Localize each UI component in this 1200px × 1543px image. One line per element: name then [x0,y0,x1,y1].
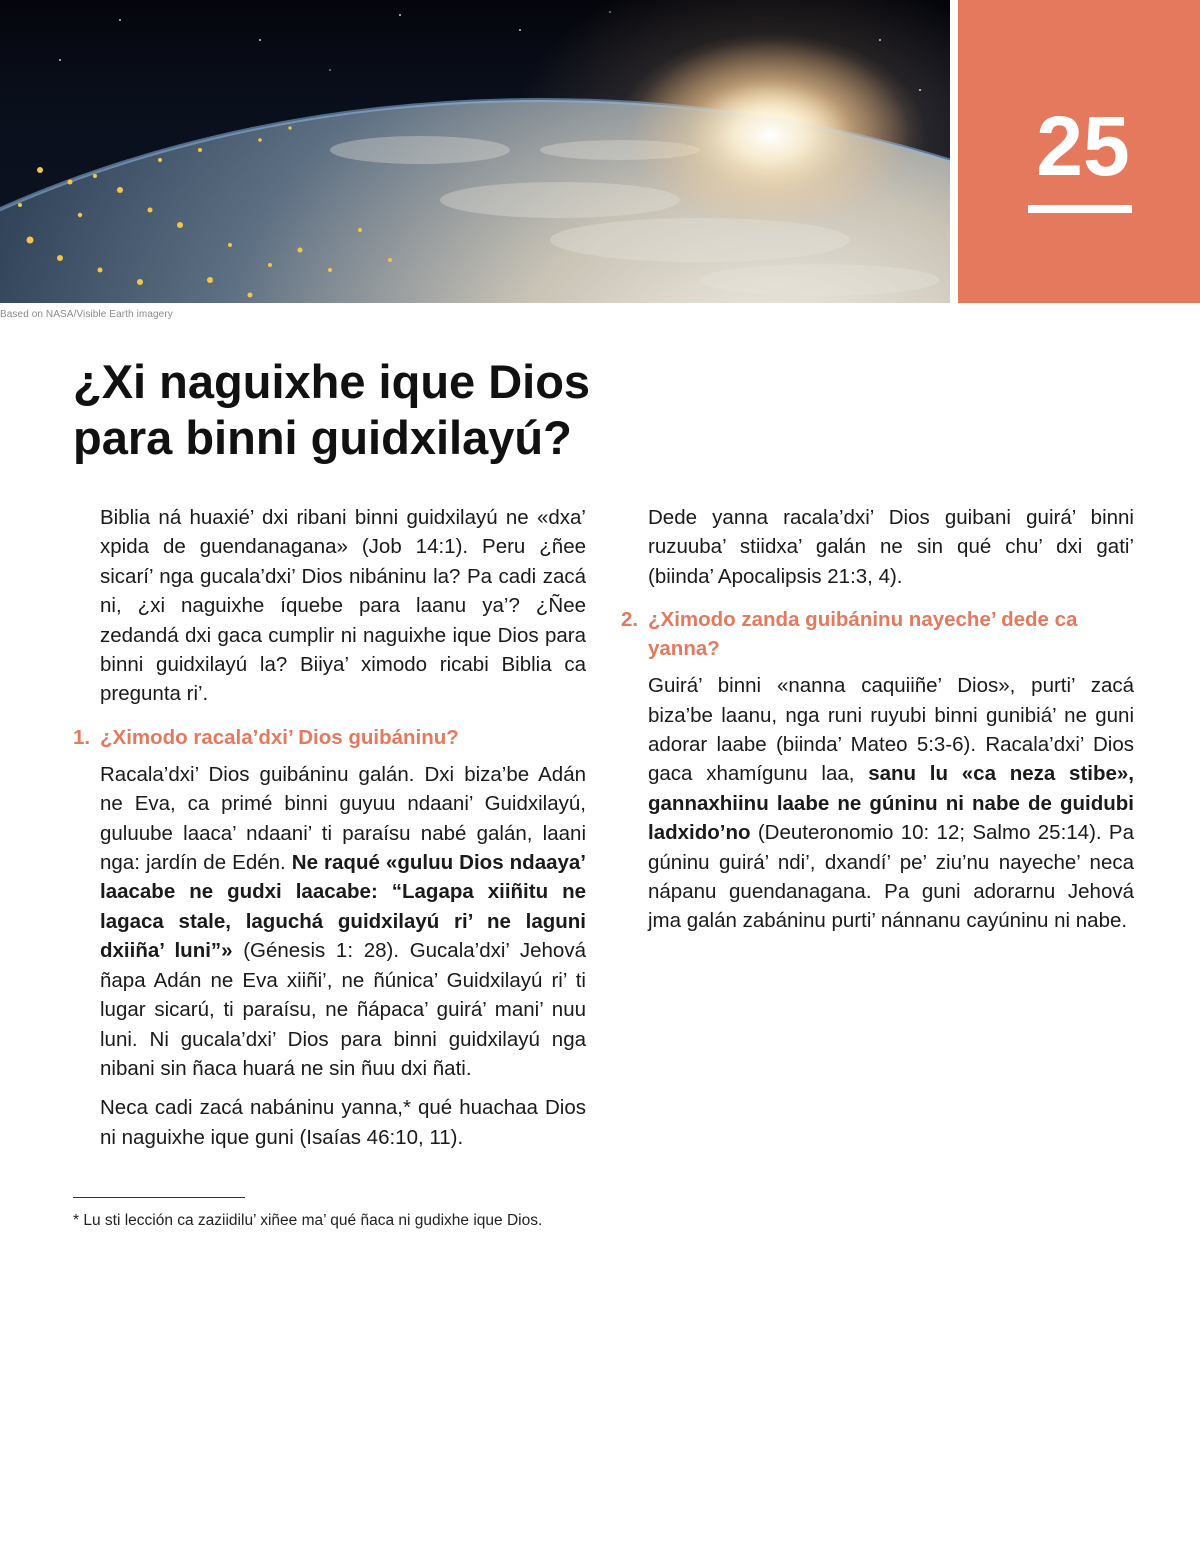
footnote: * Lu sti lección ca zaziidilu’ xiñee ma’ qué ñaca ni gudixhe ique Dios. [73,1212,543,1229]
lesson-number-rule [1028,205,1132,213]
lesson-number-block [958,0,1200,303]
right-column [621,503,1134,946]
section-1-paragraph-1 [73,760,586,1083]
photo-credit: Based on NASA/Visible Earth imagery [0,309,173,320]
title-line-2: para binni guidxilayú? [73,411,572,464]
section-2-paragraph-1 [621,671,1134,936]
section-1-heading-text: ¿Ximodo racala’dxi’ Dios guibáninu? [100,725,459,749]
lesson-number: 25 [1036,99,1130,193]
section-2-p1-text-b: (Deuteronomio 10: 12; Salmo 25:14). Pa gúninu guirá’ ndi’, dxandí’ pe’ ziu’nu nayeche’ neca nápanu guendanagana. Pa guni adorarnu Jehová jma galán zabáninu purti’ nánnanu cayúninu ni nabe. [648,821,1134,933]
section-2-p1-bold: sanu lu «ca neza stibe», gannaxhiinu laabe ne gúninu ni nabe de guidubi ladxido’no [648,762,1134,845]
section-2-heading-text: ¿Ximodo zanda guibáninu nayeche’ dede ca yanna? [648,608,1078,661]
section-1-p1-text-b: (Génesis 1: 28). Gucala’dxi’ Jehová ñapa Adán ne Eva xiiñi’, ne ñúnica’ Guidxilayú ri’ ti lugar sicarú, ti paraísu, ne ñápaca’ guirá’ mani’ nuu luni. Ni gucala’dxi’ Dios para binni guidxilayú nga nibani sin ñaca huará ne sin ñuu dxi ñati. [100,939,586,1080]
section-1-number: 1. [73,725,91,749]
footnote-rule [73,1197,245,1198]
section-1-paragraph-2: Neca cadi zacá nabáninu yanna,* qué huachaa Dios ni naguixhe ique guni (Isaías 46:10, 11). [100,1096,586,1149]
section-1-p1-bold: Ne raqué «guluu Dios ndaaya’ laacabe ne gudxi laacabe: “Lagapa xiiñitu ne lagaca stale, laguchá guidxilayú ri’ ne laguni dxiiña’ luni”» [100,851,586,963]
page-title [73,354,873,466]
title-line-1: ¿Xi naguixhe ique Dios [73,355,591,408]
section-1-paragraph-2-continued: Dede yanna racala’dxi’ Dios guibani guirá’ binni ruzuuba’ stiidxa’ galán ne sin qué chu’ dxi gati’ (biinda’ Apocalipsis 21:3, 4). [648,506,1134,588]
section-2-heading [621,605,1134,663]
section-2-p1-text-a: Guirá’ binni «nanna caquiiñe’ Dios», purti’ zacá biza’be laanu, nga runi ruyubi binni gunibiá’ ne guni adorar laabe (biinda’ Mateo 5:3-6). Racala’dxi’ Dios gaca xhamígunu laa, [648,674,1134,786]
left-column [73,503,586,1162]
earth-illustration [0,0,950,303]
section-2-number: 2. [621,608,639,632]
section-1-p1-text-a: Racala’dxi’ Dios guibáninu galán. Dxi biza’be Adán ne Eva, ca primé binni guyuu ndaani’ Guidxilayú, guluube laaca’ ndaani’ ti paraísu nabé galán, laani nga: jardín de Edén. [100,762,586,875]
section-1-heading [73,723,586,752]
hero-earth-image [0,0,950,303]
intro-paragraph: Biblia ná huaxié’ dxi ribani binni guidxilayú ne «dxa’ xpida de guendanagana» (Job 14:1). Peru ¿ñee sicarí’ nga gucala’dxi’ Dios nibáninu la? Pa cadi zacá ni, ¿xi naguixhe íquebe para laanu ya’? ¿Ñee zedandá dxi gaca cumplir ni naguixhe ique Dios para binni guidxilayú la? Biiya’ ximodo ricabi Biblia ca pregunta ri’. [100,506,586,706]
